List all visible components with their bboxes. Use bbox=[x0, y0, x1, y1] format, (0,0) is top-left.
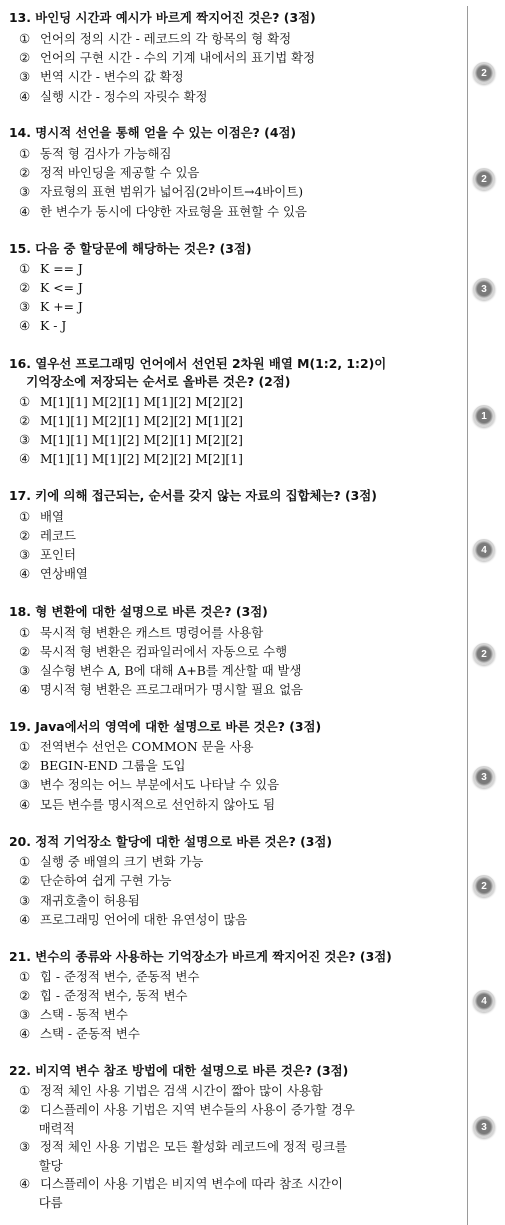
option-text: 스택 - 준동적 변수 bbox=[40, 1026, 140, 1041]
answer-number: 2 bbox=[481, 881, 487, 892]
answer-badge bbox=[473, 1116, 495, 1138]
option-number: ④ bbox=[19, 1176, 31, 1191]
answer-number: 4 bbox=[481, 545, 487, 556]
option-3 bbox=[19, 662, 444, 681]
option-4 bbox=[19, 565, 444, 584]
answer-badge bbox=[473, 766, 495, 788]
option-text: 디스플레이 사용 기법은 비지역 변수에 따라 참조 시간이 다름 bbox=[38, 1176, 343, 1210]
option-text: 연상배열 bbox=[40, 566, 88, 581]
option-number: ③ bbox=[19, 1007, 31, 1022]
option-number: ④ bbox=[19, 318, 31, 333]
option-text: 언어의 구현 시간 - 수의 기계 내에서의 표기법 확정 bbox=[40, 50, 316, 65]
option-2 bbox=[19, 164, 444, 183]
option-number: ② bbox=[19, 1102, 31, 1117]
option-text: 동적 형 검사가 가능해짐 bbox=[40, 146, 172, 161]
option-4 bbox=[19, 681, 444, 700]
answer-number: 3 bbox=[481, 772, 487, 783]
answer-number: 2 bbox=[481, 649, 487, 660]
option-text: 배열 bbox=[40, 509, 64, 524]
option-text: 실수형 변수 A, B에 대해 A+B를 계산할 때 발생 bbox=[40, 663, 302, 678]
answer-number: 1 bbox=[481, 411, 487, 422]
option-1 bbox=[19, 853, 444, 872]
option-text: 정적 바인딩을 제공할 수 있음 bbox=[40, 165, 200, 180]
answer-badge bbox=[473, 62, 495, 84]
option-1 bbox=[19, 624, 444, 643]
option-3 bbox=[19, 776, 444, 795]
option-2 bbox=[19, 279, 444, 298]
question-title: 18. 형 변환에 대한 설명으로 바른 것은? (3점) bbox=[9, 604, 268, 619]
option-text: 실행 시간 - 정수의 자릿수 확정 bbox=[40, 89, 208, 104]
option-number: ① bbox=[19, 146, 31, 161]
option-1 bbox=[19, 1082, 444, 1101]
option-text: 명시적 형 변환은 프로그래머가 명시할 필요 없음 bbox=[40, 682, 304, 697]
option-number: ② bbox=[19, 50, 31, 65]
question-title: 14. 명시적 선언을 통해 얻을 수 있는 이점은? (4점) bbox=[9, 125, 297, 140]
option-3 bbox=[19, 546, 444, 565]
option-text: 단순하여 쉽게 구현 가능 bbox=[40, 873, 172, 888]
option-text: 변수 정의는 어느 부분에서도 나타날 수 있음 bbox=[40, 777, 280, 792]
option-number: ④ bbox=[19, 1026, 31, 1041]
option-3 bbox=[19, 298, 444, 317]
question-title: 13. 바인딩 시간과 예시가 바르게 짝지어진 것은? (3점) bbox=[9, 10, 316, 25]
option-4 bbox=[19, 450, 444, 469]
option-1 bbox=[19, 968, 444, 987]
option-text: 한 변수가 동시에 다양한 자료형을 표현할 수 있음 bbox=[40, 204, 307, 219]
option-number: ④ bbox=[19, 204, 31, 219]
option-number: ③ bbox=[19, 184, 31, 199]
option-text: 정적 체인 사용 기법은 검색 시간이 짧아 많이 사용함 bbox=[40, 1083, 323, 1098]
option-number: ④ bbox=[19, 566, 31, 581]
question-title: 20. 정적 기억장소 할당에 대한 설명으로 바른 것은? (3점) bbox=[9, 834, 332, 849]
option-text: 프로그래밍 언어에 대한 유연성이 많음 bbox=[40, 912, 248, 927]
option-2 bbox=[19, 527, 444, 546]
option-number: ③ bbox=[19, 777, 31, 792]
option-text: 힙 - 준정적 변수, 동적 변수 bbox=[40, 988, 188, 1003]
option-number: ④ bbox=[19, 912, 31, 927]
option-2 bbox=[19, 872, 444, 891]
option-number: ② bbox=[19, 644, 31, 659]
answer-number: 2 bbox=[481, 68, 487, 79]
option-text: 디스플레이 사용 기법은 지역 변수들의 사용이 증가할 경우 매력적 bbox=[38, 1102, 355, 1136]
option-1 bbox=[19, 30, 444, 49]
option-4 bbox=[19, 911, 444, 930]
option-number: ④ bbox=[19, 89, 31, 104]
option-4 bbox=[19, 203, 444, 222]
option-text: 힙 - 준정적 변수, 준동적 변수 bbox=[40, 969, 200, 984]
answer-number: 3 bbox=[481, 1122, 487, 1133]
option-number: ③ bbox=[19, 1139, 31, 1154]
answer-badge bbox=[473, 990, 495, 1012]
option-text: 포인터 bbox=[40, 547, 76, 562]
answer-badge bbox=[473, 405, 495, 427]
option-text: 묵시적 형 변환은 컴파일러에서 자동으로 수행 bbox=[40, 644, 288, 659]
answer-number: 4 bbox=[481, 996, 487, 1007]
option-2 bbox=[19, 49, 444, 68]
option-number: ③ bbox=[19, 547, 31, 562]
option-2 bbox=[19, 643, 444, 662]
option-text: K <= J bbox=[40, 280, 83, 295]
option-number: ③ bbox=[19, 663, 31, 678]
answer-badge bbox=[473, 278, 495, 300]
option-number: ① bbox=[19, 1083, 31, 1098]
option-text: K - J bbox=[40, 318, 67, 333]
option-text: 실행 중 배열의 크기 변화 가능 bbox=[40, 854, 204, 869]
option-4 bbox=[19, 317, 444, 336]
option-text: K == J bbox=[40, 261, 83, 276]
option-number: ④ bbox=[19, 682, 31, 697]
question-title: 17. 키에 의해 접근되는, 순서를 갖지 않는 자료의 집합체는? (3점) bbox=[9, 488, 377, 503]
option-3 bbox=[19, 1138, 444, 1175]
option-number: ① bbox=[19, 969, 31, 984]
answer-number: 2 bbox=[481, 174, 487, 185]
option-1 bbox=[19, 260, 444, 279]
option-text: M[1][1] M[2][1] M[2][2] M[1][2] bbox=[40, 413, 243, 428]
option-text: 정적 체인 사용 기법은 모든 활성화 레코드에 정적 링크를 할당 bbox=[38, 1139, 347, 1173]
option-number: ① bbox=[19, 394, 31, 409]
option-1 bbox=[19, 145, 444, 164]
option-text: 언어의 정의 시간 - 레코드의 각 항목의 형 확정 bbox=[40, 31, 292, 46]
option-3 bbox=[19, 431, 444, 450]
option-number: ③ bbox=[19, 299, 31, 314]
answer-badge bbox=[473, 539, 495, 561]
option-4 bbox=[19, 1175, 444, 1212]
option-text: 번역 시간 - 변수의 값 확정 bbox=[40, 69, 184, 84]
option-2 bbox=[19, 412, 444, 431]
option-4 bbox=[19, 1025, 444, 1044]
question-title: 21. 변수의 종류와 사용하는 기억장소가 바르게 짝지어진 것은? (3점) bbox=[9, 949, 392, 964]
answer-column-divider bbox=[467, 6, 468, 1225]
option-3 bbox=[19, 892, 444, 911]
option-text: 재귀호출이 허용됨 bbox=[40, 893, 140, 908]
option-text: 자료형의 표현 범위가 넓어짐(2바이트→4바이트) bbox=[40, 184, 304, 199]
option-1 bbox=[19, 508, 444, 527]
question-title: 19. Java에서의 영역에 대한 설명으로 바른 것은? (3점) bbox=[9, 719, 322, 734]
option-number: ② bbox=[19, 528, 31, 543]
answer-number: 3 bbox=[481, 284, 487, 295]
option-text: M[1][1] M[1][2] M[2][1] M[2][2] bbox=[40, 432, 243, 447]
option-number: ② bbox=[19, 758, 31, 773]
option-3 bbox=[19, 68, 444, 87]
option-text: BEGIN-END 그룹을 도입 bbox=[40, 758, 186, 773]
option-2 bbox=[19, 1101, 444, 1138]
option-text: M[1][1] M[1][2] M[2][2] M[2][1] bbox=[40, 451, 243, 466]
option-4 bbox=[19, 796, 444, 815]
answer-badge bbox=[473, 875, 495, 897]
option-3 bbox=[19, 183, 444, 202]
option-4 bbox=[19, 88, 444, 107]
option-3 bbox=[19, 1006, 444, 1025]
option-number: ② bbox=[19, 280, 31, 295]
option-number: ① bbox=[19, 739, 31, 754]
option-number: ① bbox=[19, 261, 31, 276]
option-text: 레코드 bbox=[40, 528, 76, 543]
option-number: ① bbox=[19, 625, 31, 640]
option-2 bbox=[19, 757, 444, 776]
option-number: ④ bbox=[19, 451, 31, 466]
question-title: 15. 다음 중 할당문에 해당하는 것은? (3점) bbox=[9, 241, 252, 256]
answer-badge bbox=[473, 168, 495, 190]
option-number: ② bbox=[19, 165, 31, 180]
option-1 bbox=[19, 393, 444, 412]
option-number: ① bbox=[19, 509, 31, 524]
option-number: ① bbox=[19, 854, 31, 869]
option-number: ④ bbox=[19, 797, 31, 812]
option-2 bbox=[19, 987, 444, 1006]
option-number: ③ bbox=[19, 893, 31, 908]
option-number: ③ bbox=[19, 432, 31, 447]
option-number: ② bbox=[19, 988, 31, 1003]
option-text: 스택 - 동적 변수 bbox=[40, 1007, 128, 1022]
answer-badge bbox=[473, 643, 495, 665]
question-title: 22. 비지역 변수 참조 방법에 대한 설명으로 바른 것은? (3점) bbox=[9, 1063, 349, 1078]
option-text: K += J bbox=[40, 299, 83, 314]
option-1 bbox=[19, 738, 444, 757]
option-number: ③ bbox=[19, 69, 31, 84]
option-text: 전역변수 선언은 COMMON 문을 사용 bbox=[40, 739, 254, 754]
question-title: 16. 열우선 프로그래밍 언어에서 선언된 2차원 배열 M(1:2, 1:2)이 기억장소에 저장되는 순서로 올바른 것은? (2점) bbox=[9, 356, 387, 389]
option-text: 묵시적 형 변환은 캐스트 명령어를 사용함 bbox=[40, 625, 264, 640]
option-text: 모든 변수를 명시적으로 선언하지 않아도 됨 bbox=[40, 797, 276, 812]
option-number: ① bbox=[19, 31, 31, 46]
option-number: ② bbox=[19, 873, 31, 888]
option-number: ② bbox=[19, 413, 31, 428]
option-text: M[1][1] M[2][1] M[1][2] M[2][2] bbox=[40, 394, 243, 409]
